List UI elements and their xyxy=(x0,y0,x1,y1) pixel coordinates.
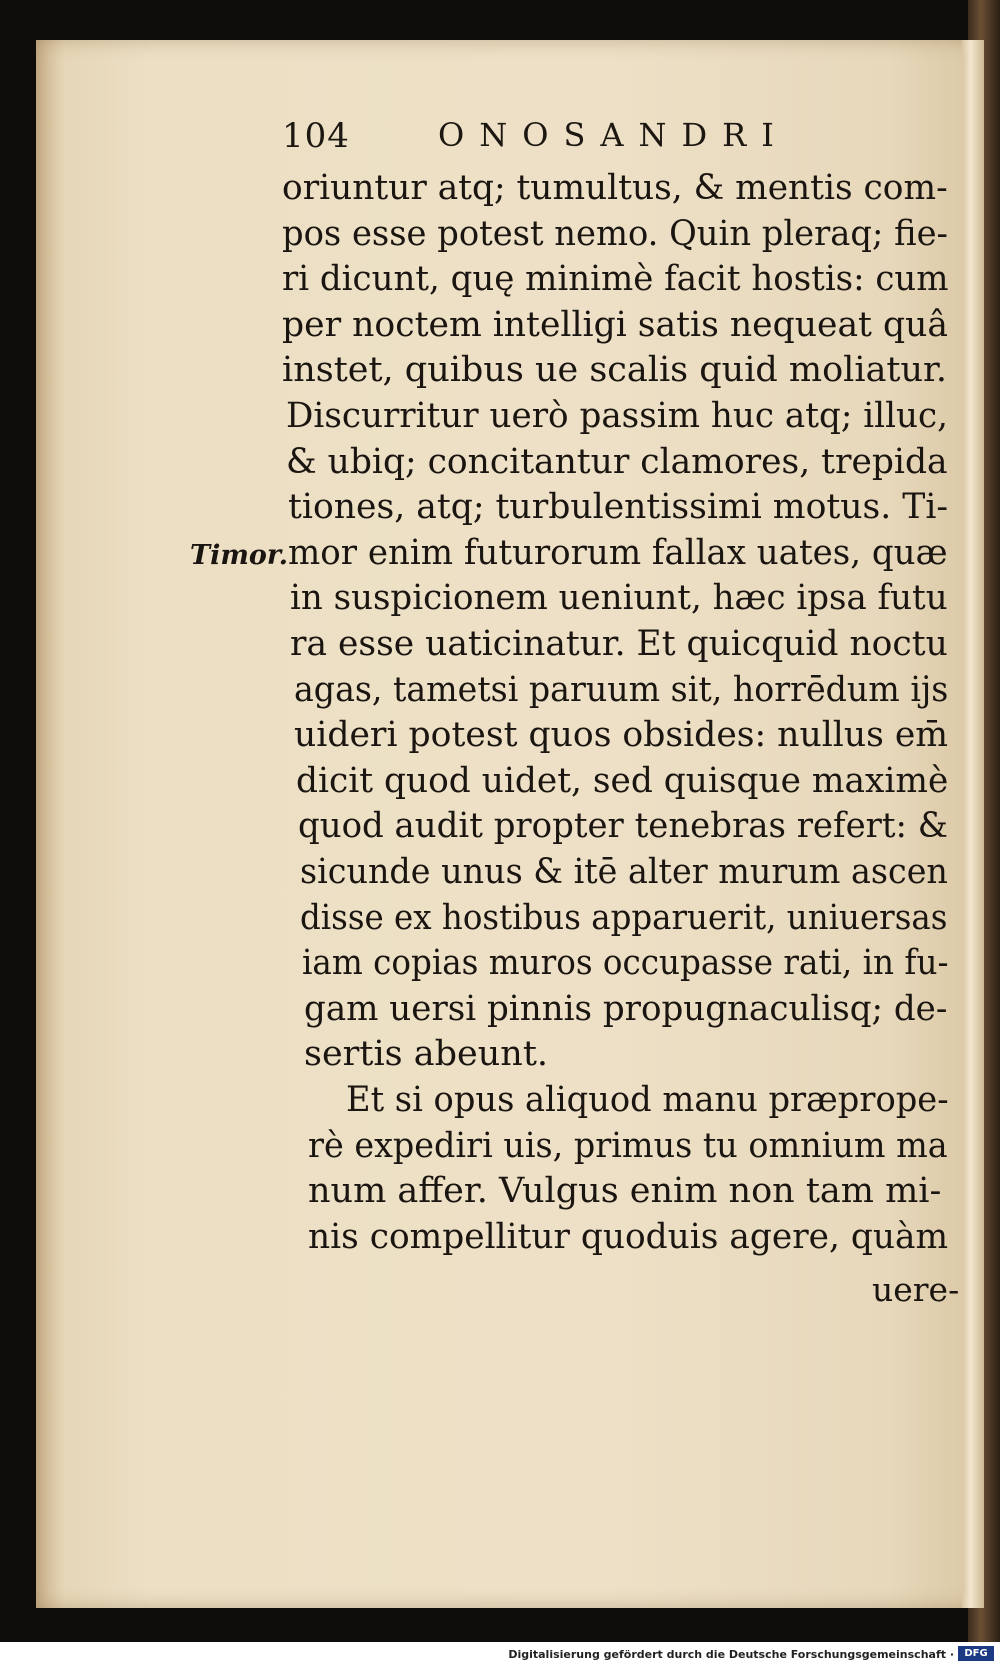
page-header xyxy=(36,116,984,166)
text-line: rè expediri uis, primus tu omnium ma xyxy=(308,1125,948,1166)
text-line: Discurritur uerò passim huc atq; illuc, xyxy=(286,396,949,436)
page-number: 104 xyxy=(282,116,350,156)
text-line: instet, quibus ue scalis quid moliatur. xyxy=(282,350,948,391)
text-line: in suspicionem ueniunt, hæc ipsa futu xyxy=(290,578,948,619)
text-line: agas, tametsi paruum sit, horrēdum ijs xyxy=(294,669,949,710)
text-line: ra esse uaticinatur. Et quicquid noctu xyxy=(290,624,948,664)
catchword: uere- xyxy=(872,1270,960,1309)
text-line: num affer. Vulgus enim non tam mi- xyxy=(308,1171,942,1212)
text-line: sicunde unus & itē alter murum ascen xyxy=(300,852,948,892)
footer-bar xyxy=(0,1642,1000,1664)
text-line: dicit quod uidet, sed quisque maximè xyxy=(296,760,949,801)
text-line: oriuntur atq; tumultus, & mentis com- xyxy=(282,168,948,208)
text-line: gam uersi pinnis propugnaculisq; de- xyxy=(304,988,948,1029)
marginal-note: Timor. xyxy=(190,540,289,571)
text-line: uideri potest quos obsides: nullus em̄ xyxy=(294,715,949,756)
text-line: pos esse potest nemo. Quin pleraq; fie- xyxy=(282,213,948,254)
text-line: nis compellitur quoduis agere, quàm xyxy=(308,1216,949,1257)
text-line: quod audit propter tenebras refert: & xyxy=(298,806,948,847)
page-edge xyxy=(962,40,984,1608)
dfg-logo-icon: DFG xyxy=(958,1646,994,1661)
text-line: per noctem intelligi satis nequeat quâ xyxy=(282,304,948,345)
text-line: sertis abeunt. xyxy=(304,1034,549,1075)
page-sheet xyxy=(36,40,984,1608)
text-line: & ubiq; concitantur clamores, trepida xyxy=(286,441,948,482)
text-line: mor enim futurorum fallax uates, quæ xyxy=(288,532,948,573)
text-line: ri dicunt, quę minimè facit hostis: cum xyxy=(282,259,949,300)
text-line: Et si opus aliquod manu præprope- xyxy=(346,1080,949,1120)
running-head: ONOSANDRI xyxy=(438,116,789,154)
text-line: tiones, atq; turbulentissimi motus. Ti- xyxy=(288,487,949,528)
digitization-credit: Digitalisierung gefördert durch die Deutsche Forschungsgemeinschaft · xyxy=(508,1648,954,1661)
text-line: disse ex hostibus apparuerit, uniuersas xyxy=(300,897,948,938)
text-line: iam copias muros occupasse rati, in fu- xyxy=(302,943,949,984)
